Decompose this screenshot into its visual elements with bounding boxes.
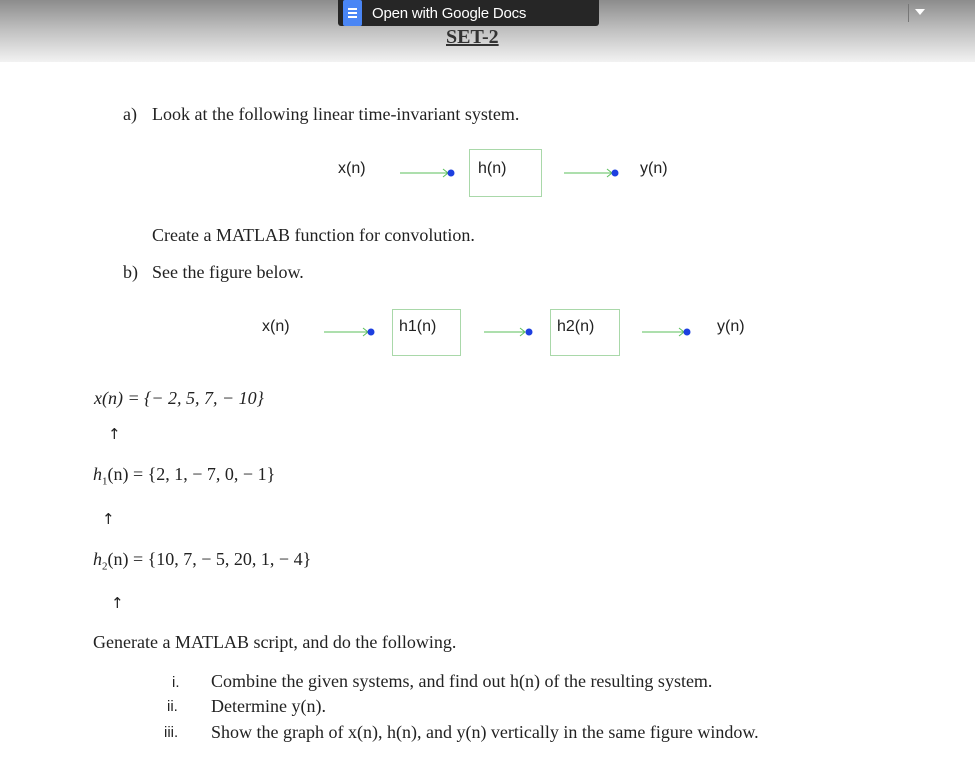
part-a-task: Create a MATLAB function for convolution.	[152, 225, 475, 245]
equation-h2: $h_2(n) = \{10$, 7, − 5, 20, 1, − 4}	[93, 549, 312, 573]
task-3-text: Show the graph of x(n), h(n), and y(n) vertically in the same figure window.	[211, 722, 759, 742]
origin-marker-x: ↑	[108, 425, 121, 443]
task-1-text: Combine the given systems, and find out h(n) of the resulting system.	[211, 671, 713, 691]
diagram-b-output: y(n)	[717, 318, 745, 335]
part-a-label: a)	[123, 104, 137, 124]
diagram-b-block1-label: h1(n)	[399, 318, 437, 335]
part-a-text: Look at the following linear time-invariant system.	[152, 104, 520, 124]
task-1-number: i.	[172, 674, 180, 691]
diagram-b-block2-label: h2(n)	[557, 318, 595, 335]
origin-marker-h2: ↑	[111, 594, 124, 612]
diagram-a-block-label: h(n)	[478, 160, 507, 177]
diagram-b-arrow-2	[482, 326, 542, 338]
diagram-b-arrow-3	[640, 326, 700, 338]
diagram-a-output: y(n)	[640, 160, 668, 177]
document-title: SET-2	[446, 26, 499, 48]
generate-script-text: Generate a MATLAB script, and do the following.	[93, 632, 457, 652]
button-divider	[908, 4, 909, 22]
task-2-number: ii.	[167, 698, 178, 715]
diagram-a-arrow-1	[398, 167, 458, 179]
part-b-text: See the figure below.	[152, 262, 304, 282]
part-b-label: b)	[123, 262, 138, 282]
task-2-text: Determine y(n).	[211, 696, 326, 716]
chevron-down-icon[interactable]	[915, 9, 925, 15]
diagram-a-arrow-2	[562, 167, 622, 179]
origin-marker-h1: ↑	[102, 510, 115, 528]
open-with-google-docs-button[interactable]	[338, 0, 599, 26]
diagram-b-arrow-1	[322, 326, 382, 338]
task-3-number: iii.	[164, 724, 179, 741]
equation-x: x(n) = {− 2, 5, 7, − 10}	[94, 388, 264, 408]
google-docs-icon	[343, 0, 362, 26]
equation-h1: $h_1(n) = \{2$, 1, − 7, 0, − 1}	[93, 464, 276, 488]
diagram-b-input: x(n)	[262, 318, 290, 335]
diagram-a-input: x(n)	[338, 160, 366, 177]
open-with-label: Open with Google Docs	[372, 4, 527, 22]
